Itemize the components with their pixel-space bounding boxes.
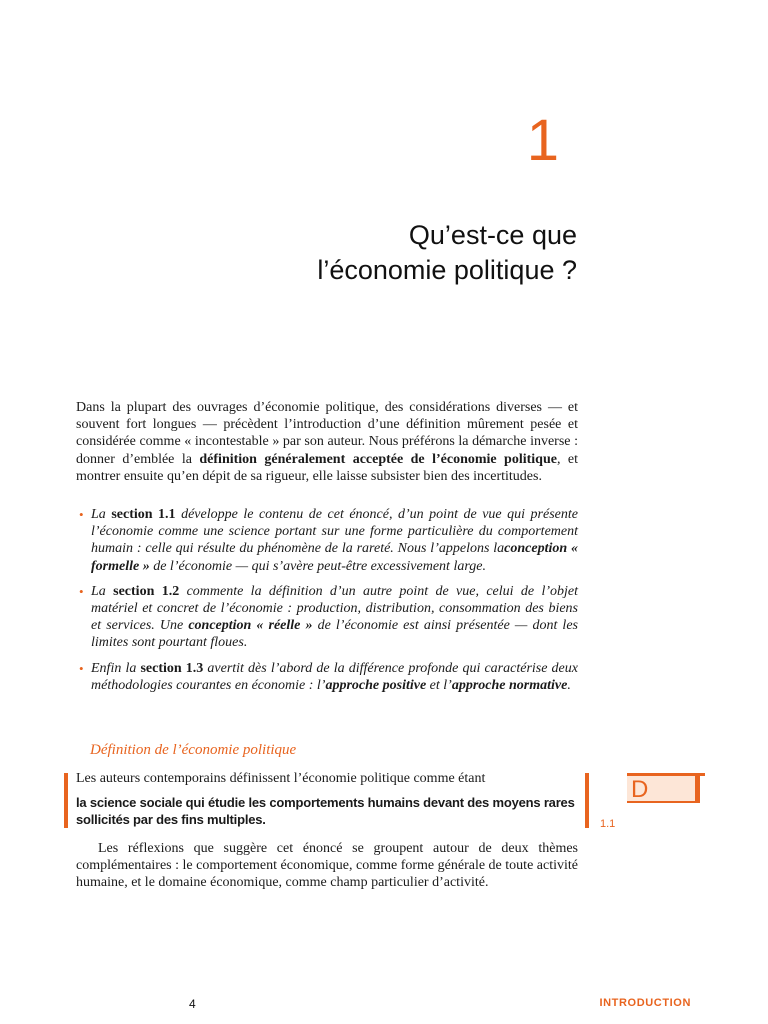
definition-bar-right — [585, 773, 589, 828]
section-link: section 1.1 — [111, 507, 176, 522]
key-term: conception « réelle » — [188, 618, 313, 634]
definition-block — [76, 770, 578, 891]
section-link: section 1.3 — [140, 660, 204, 676]
key-term: approche positive — [325, 677, 427, 693]
running-head: INTRODUCTION — [599, 997, 691, 1009]
key-term: approche normative — [451, 677, 568, 693]
definition-reflection: Les réflexions que suggère cet énoncé se groupent autour de deux thèmes complémentaires : le comportement économique, comme forme générale de toute activité humaine, et le domaine économique, comme champ particulier d’activité. — [76, 841, 578, 890]
list-item: • La section 1.1 développe le contenu de cet énoncé, d’un point de vue qui présente l’économie comme une science portant sur une forme particulière du comportement humain : celle qui résulte du phénomène de la rareté. Nous l’appelons laconception « formelle » de l’économie — qui s’avère peut-être excessivement large. — [79, 507, 579, 574]
list-item: • La section 1.2 commente la définition d’un autre point de vue, celui de l’objet matériel et concret de l’économie : production, distribution, consommation des biens et services. Une conception « réelle » de l’économie est ainsi présentée — dont les limites sont pourtant floues. — [79, 583, 578, 651]
section-overview-list — [76, 506, 578, 702]
bullet-icon: • — [79, 660, 84, 676]
bullet-icon: • — [79, 507, 84, 522]
intro-paragraph: Dans la plupart des ouvrages d’économie politique, des considérations diverses — et souvent fort longues — précèdent l’introduction d’une définition mûrement pesée et considérée comme « incontestable » par son auteur. Nous préférons la démarche inverse : donner d’emblée la définition généralement acceptée de l’économie politique, et montrer ensuite qu’en dépit de sa rigueur, elle laisse subsister bien des incertitudes. — [76, 400, 579, 484]
chapter-number: 1 — [526, 108, 559, 173]
chapter-title-line-2: l’économie politique ? — [317, 255, 577, 286]
section-link: section 1.2 — [113, 583, 180, 599]
definition-badge — [627, 776, 700, 803]
page-number: 4 — [189, 997, 196, 1011]
chapter-title-line-1: Qu’est-ce que — [408, 220, 577, 251]
key-term: conception « formelle » — [91, 541, 579, 574]
definition-badge-letter: D — [631, 776, 649, 803]
definition-statement: la science sociale qui étudie les comportements humains devant des moyens rares sollicités par des fins multiples. — [76, 795, 575, 827]
definition-bar-left — [64, 773, 68, 828]
section-reference: 1.1 — [600, 818, 616, 830]
chapter-title — [157, 218, 577, 288]
intro-key-term: définition généralement acceptée de l’économie politique — [199, 451, 557, 467]
bullet-icon: • — [79, 583, 84, 599]
definition-heading: Définition de l’économie politique — [90, 742, 297, 758]
definition-lead: Les auteurs contemporains définissent l’économie politique comme étant — [76, 771, 486, 786]
list-item: • Enfin la section 1.3 avertit dès l’abord de la différence profonde qui caractérise deux méthodologies courantes en économie : l’approche positive et l’approche normative. — [79, 660, 578, 693]
